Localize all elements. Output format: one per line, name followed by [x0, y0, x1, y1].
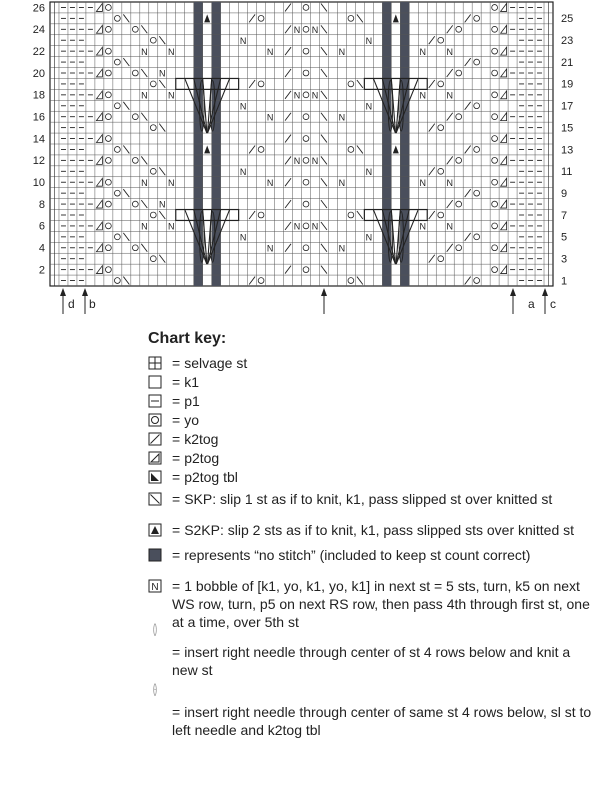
k2tog-icon [148, 432, 162, 446]
row-number-left: 22 [32, 45, 45, 58]
key-item [148, 693, 598, 739]
marker-arrow-head [510, 288, 516, 296]
bobble-mark: N [266, 46, 274, 57]
bobble-icon [148, 579, 162, 593]
key-item [148, 468, 598, 487]
key-item-description: k2tog [184, 431, 219, 447]
row-number-left: 20 [32, 67, 45, 80]
bobble-mark: N [311, 24, 319, 35]
bobble-mark: N [168, 46, 175, 57]
key-item [148, 373, 598, 392]
key-item-text [172, 521, 598, 539]
key-item-description: p2tog [184, 450, 220, 466]
bobble-mark: N [446, 221, 453, 232]
bobble-mark: N [239, 35, 247, 46]
key-item-equals: = [172, 491, 181, 507]
key-item-description: p2tog tbl [184, 469, 238, 485]
row-number-right: 19 [561, 78, 574, 91]
bobble-mark: N [239, 166, 247, 177]
marker-arrow-head [60, 288, 66, 296]
key-item-text [172, 354, 598, 372]
svg-text:N: N [151, 582, 159, 593]
bobble-mark: N [338, 112, 346, 123]
bobble-mark: N [419, 221, 427, 232]
row-number-right: 25 [561, 13, 574, 26]
bobble-mark: N [419, 90, 427, 101]
key-item [148, 430, 598, 449]
left-row-numbers [33, 2, 45, 276]
chart-grid [50, 2, 553, 286]
row-number-right: 21 [561, 56, 574, 69]
row-number-left: 6 [38, 220, 45, 233]
key-item-equals: = [172, 704, 181, 720]
row-number-right: 13 [561, 144, 574, 157]
bobble-mark: N [266, 243, 274, 254]
bobble-mark: N [239, 232, 247, 243]
bobble-mark: N [311, 156, 319, 167]
key-item-text [172, 577, 598, 631]
key-item-text [172, 468, 598, 486]
row-number-right: 23 [561, 35, 574, 48]
bobble-mark: N [293, 24, 301, 35]
bobble-mark: N [293, 156, 301, 167]
key-item-text [172, 373, 598, 391]
chart-key [148, 330, 598, 739]
key-item-equals: = [172, 578, 181, 594]
key-item-text [172, 392, 598, 410]
key-item-equals: = [172, 522, 181, 538]
key-item [148, 490, 598, 509]
key-item-text [172, 490, 598, 508]
key-item-equals: = [172, 374, 181, 390]
bobble-mark: N [338, 177, 346, 188]
bobble-mark: N [365, 35, 373, 46]
marker-arrow-head [542, 288, 548, 296]
key-item-equals: = [172, 412, 181, 428]
bobble-mark: N [141, 221, 148, 232]
key-item-equals: = [172, 469, 181, 485]
key-item [148, 521, 598, 540]
key-item-description: SKP: slip 1 st as if to knit, k1, pass slipped st over knitted st [184, 491, 553, 507]
no-stitch-icon [148, 548, 162, 562]
bobble-mark: N [365, 232, 373, 243]
key-item [148, 546, 598, 565]
row-number-right: 3 [561, 253, 568, 266]
bobble-mark: N [293, 90, 301, 101]
row-number-left: 2 [38, 264, 45, 277]
row-number-left: 12 [32, 155, 45, 168]
row-number-right: 15 [561, 122, 574, 135]
key-item-description: p1 [184, 393, 200, 409]
key-item [148, 354, 598, 373]
bobble-mark: N [141, 177, 148, 188]
bobble-mark: N [168, 177, 175, 188]
skp-icon [148, 492, 162, 506]
key-item [148, 449, 598, 468]
bobble-mark: N [338, 46, 346, 57]
key-item-equals: = [172, 431, 181, 447]
bobble-mark: N [159, 199, 166, 210]
p2tog-icon [148, 451, 162, 465]
bottom-marker-label: c [550, 297, 556, 311]
bobble-mark: N [311, 221, 319, 232]
key-item-equals: = [172, 393, 181, 409]
bottom-marker-label: b [89, 297, 96, 311]
bobble-mark: N [293, 221, 301, 232]
row-number-right: 11 [561, 166, 573, 179]
bobble-mark: N [446, 177, 453, 188]
row-number-left: 16 [32, 111, 45, 124]
row-number-left: 26 [32, 2, 45, 15]
bobble-mark: N [141, 90, 148, 101]
row-number-right: 9 [561, 187, 568, 200]
bobble-mark: N [141, 46, 148, 57]
row-number-left: 10 [32, 177, 45, 190]
key-item [148, 411, 598, 430]
selvage-icon [148, 356, 162, 370]
bobble-mark: N [419, 46, 427, 57]
key-item-text [172, 633, 598, 679]
bottom-marker-label: d [68, 297, 75, 311]
chart-key-title: Chart key: [148, 330, 227, 347]
key-item-text [172, 449, 598, 467]
key-item-text [172, 411, 598, 429]
key-item-description: insert right needle through center of same st 4 rows below, sl st to left needle and k2tog tbl [172, 704, 592, 738]
key-item-description: selvage st [184, 355, 248, 371]
row-number-right: 7 [561, 209, 568, 222]
key-item-text [172, 430, 598, 448]
row-number-right: 5 [561, 231, 568, 244]
bobble-mark: N [266, 112, 274, 123]
key-item-equals: = [172, 547, 181, 563]
key-item [148, 577, 598, 631]
key-item-equals: = [172, 450, 181, 466]
s2kp-icon [148, 523, 162, 537]
key-item-description: represents “no stitch” (included to keep st count correct) [184, 547, 531, 563]
key-item-description: yo [184, 412, 199, 428]
row-number-right: 1 [561, 275, 568, 288]
bobble-mark: N [311, 90, 319, 101]
right-row-numbers [561, 13, 573, 287]
bottom-markers [60, 288, 556, 314]
bobble-mark: N [266, 177, 274, 188]
bottom-marker-label: a [528, 297, 535, 311]
bobble-mark: N [168, 221, 175, 232]
row-number-left: 8 [38, 198, 45, 211]
key-item [148, 392, 598, 411]
key-item-description: k1 [184, 374, 199, 390]
row-number-left: 18 [32, 89, 45, 102]
marker-arrow-head [82, 288, 88, 296]
key-item-description: S2KP: slip 2 sts as if to knit, k1, pass slipped sts over knitted st [184, 522, 575, 538]
insert-knit-icon [148, 623, 162, 637]
bobble-mark: N [365, 166, 373, 177]
key-item-equals: = [172, 644, 181, 660]
bobble-mark: N [419, 177, 427, 188]
p2tog-tbl-icon [148, 470, 162, 484]
insert-k2tog-icon [148, 683, 162, 697]
key-item-description: insert right needle through center of st 4 rows below and knit a new st [172, 644, 571, 678]
bobble-mark: N [338, 243, 346, 254]
row-number-right: 17 [561, 100, 574, 113]
row-number-left: 24 [32, 24, 45, 37]
key-item-equals: = [172, 355, 181, 371]
row-number-left: 4 [38, 242, 45, 255]
knitting-chart [0, 0, 611, 320]
key-item-text [172, 546, 598, 564]
bobble-mark: N [365, 101, 373, 112]
row-number-left: 14 [32, 133, 45, 146]
k1-icon [148, 375, 162, 389]
bobble-mark: N [446, 90, 453, 101]
bobble-mark: N [239, 101, 247, 112]
bobble-mark: N [168, 90, 175, 101]
p1-icon [148, 394, 162, 408]
yo-icon [148, 413, 162, 427]
key-item-description: 1 bobble of [k1, yo, k1, yo, k1] in next st = 5 sts, turn, k5 on next WS row, turn, p5 on next RS row, then pass 4th through first st, one at a time, over 5th st [172, 578, 590, 630]
key-item-text [172, 693, 598, 739]
key-item [148, 633, 598, 679]
marker-arrow-head [321, 288, 327, 296]
bobble-mark: N [446, 46, 453, 57]
bobble-mark: N [159, 68, 166, 79]
